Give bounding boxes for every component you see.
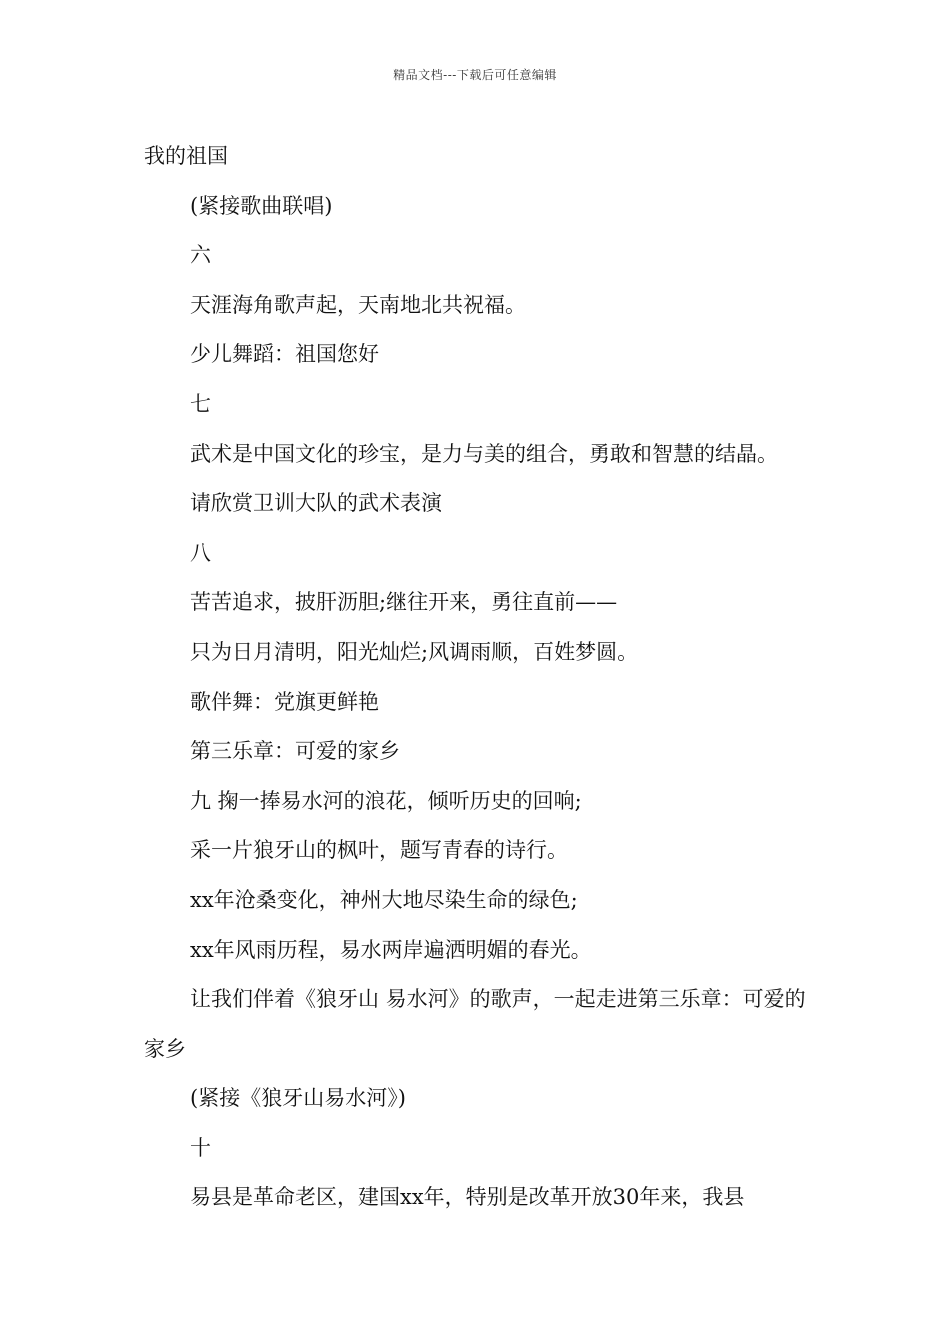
paragraph: 第三乐章：可爱的家乡: [190, 739, 400, 764]
paragraph: 少儿舞蹈：祖国您好: [190, 342, 379, 367]
paragraph: 易县是革命老区，建国xx年，特别是改革开放30年来，我县: [190, 1185, 745, 1210]
paragraph: xx年风雨历程，易水两岸遍洒明媚的春光。: [190, 937, 592, 962]
section-number: 十: [190, 1135, 211, 1160]
document-body: [144, 132, 814, 1223]
section-number: 八: [190, 540, 211, 565]
paragraph-wrapped: 让我们伴着《狼牙山 易水河》的歌声，一起走进第三乐章：可爱的家乡: [144, 987, 806, 1061]
paragraph: 请欣赏卫训大队的武术表演: [190, 491, 442, 516]
section-number: 七: [190, 391, 211, 416]
paragraph: 苦苦追求，披肝沥胆;继往开来，勇往直前——: [190, 590, 618, 615]
paragraph: xx年沧桑变化，神州大地尽染生命的绿色;: [190, 887, 578, 912]
paragraph: 九 掬一捧易水河的浪花，倾听历史的回响;: [190, 788, 582, 813]
paragraph: (紧接《狼牙山易水河》): [190, 1086, 406, 1111]
paragraph: (紧接歌曲联唱): [190, 193, 333, 218]
paragraph: 武术是中国文化的珍宝，是力与美的组合，勇敢和智慧的结晶。: [190, 441, 778, 466]
paragraph: 歌伴舞：党旗更鲜艳: [190, 689, 379, 714]
paragraph-title: 我的祖国: [144, 144, 228, 168]
paragraph: 天涯海角歌声起，天南地北共祝福。: [190, 292, 526, 317]
paragraph: 只为日月清明，阳光灿烂;风调雨顺，百姓梦圆。: [190, 639, 639, 664]
section-number: 六: [190, 243, 211, 268]
paragraph: 采一片狼牙山的枫叶，题写青春的诗行。: [190, 838, 568, 863]
page-header: 精品文档---下载后可任意编辑: [393, 68, 557, 82]
